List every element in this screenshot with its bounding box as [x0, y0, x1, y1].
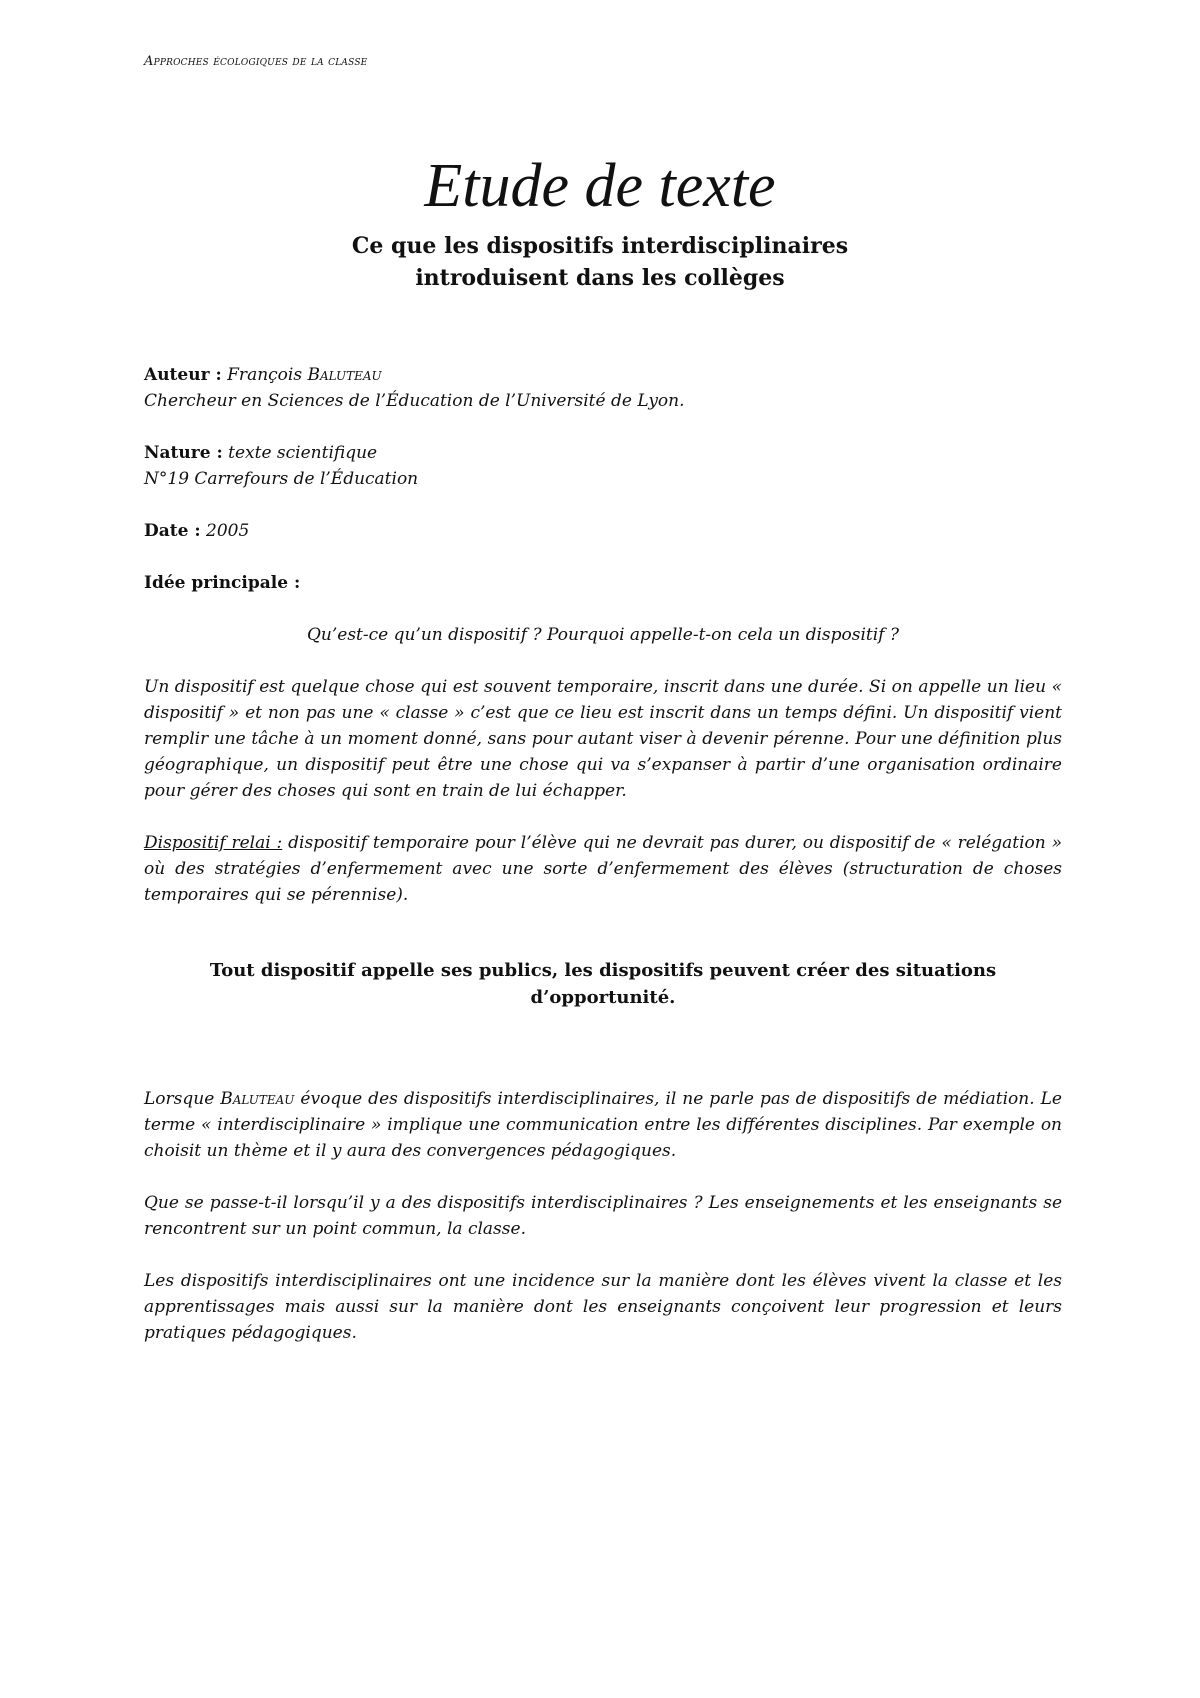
term-dispositif-relai: Dispositif relai : [144, 833, 283, 853]
paragraph-definition: Un dispositif est quelque chose qui est souvent temporaire, inscrit dans une durée. Si on appelle un lieu « dispositif » et non pas une « classe » c’est que ce lieu est inscrit dans un temps défini. Un dispositif vient remplir une tâche à un moment donné, sans pour autant viser à devenir pérenne. Pour une définition plus géographique, un dispositif peut être une chose qui va s’expanser à partir d’une organisation ordinaire pour gérer des choses qui sont en train de lui échapper. [144, 677, 1062, 801]
nature-label: Nature : [144, 443, 223, 463]
para3-rest: évoque des dispositifs interdisciplinaires, il ne parle pas de dispositifs de médiation. Le terme « interdisciplinaire » implique une communication entre les différentes disciplines. Par exemple on choisit un thème et il y aura des convergences pédagogiques. [144, 1089, 1062, 1161]
date-block [144, 518, 1062, 544]
paragraph-baluteau [144, 1086, 1062, 1164]
page-subtitle [0, 230, 1200, 294]
paragraph-question-interdisciplinary: Que se passe-t-il lorsqu’il y a des dispositifs interdisciplinaires ? Les enseignements et les enseignants se rencontrent sur un point commun, la classe. [144, 1193, 1062, 1239]
date-label: Date : [144, 521, 201, 541]
question-line: Qu’est-ce qu’un dispositif ? Pourquoi appelle-t-on cela un dispositif ? [306, 625, 899, 645]
key-statement-line-2: d’opportunité. [530, 987, 676, 1008]
key-statement-line-1: Tout dispositif appelle ses publics, les dispositifs peuvent créer des situations [209, 960, 997, 981]
author-label: Auteur : [144, 365, 222, 385]
nature-value: texte scientifique [228, 443, 378, 463]
author-block [144, 362, 1062, 414]
date-value: 2005 [206, 521, 250, 541]
dispositif-relai-text: dispositif temporaire pour l’élève qui ne devrait pas durer, ou dispositif de « relégation » où des stratégies d’enfermement avec une sorte d’enfermement des élèves (structuration de choses temporaires qui se pérennise). [144, 833, 1062, 905]
author-last-name: Baluteau [307, 365, 382, 385]
nature-block [144, 440, 1062, 492]
paragraph-dispositif-relai [144, 830, 1062, 908]
nature-source: N°19 Carrefours de l’Éducation [144, 469, 419, 489]
main-idea-label: Idée principale : [144, 573, 301, 593]
author-affiliation: Chercheur en Sciences de l’Éducation de l’Université de Lyon. [144, 391, 685, 411]
para3-start: Lorsque [144, 1089, 221, 1109]
page-title: Etude de texte [424, 152, 776, 220]
key-statement [144, 957, 1062, 1011]
para3-name: Baluteau [220, 1089, 295, 1109]
subtitle-line-2: introduisent dans les collèges [415, 265, 785, 291]
paragraph-incidence: Les dispositifs interdisciplinaires ont une incidence sur la manière dont les élèves vivent la classe et les apprentissages mais aussi sur la manière dont les enseignants conçoivent leur progression et leurs pratiques pédagogiques. [144, 1271, 1062, 1343]
subtitle-line-1: Ce que les dispositifs interdisciplinaires [351, 233, 849, 259]
running-header: Approches écologiques de la classe [144, 54, 368, 69]
author-first-name: François [227, 365, 303, 385]
